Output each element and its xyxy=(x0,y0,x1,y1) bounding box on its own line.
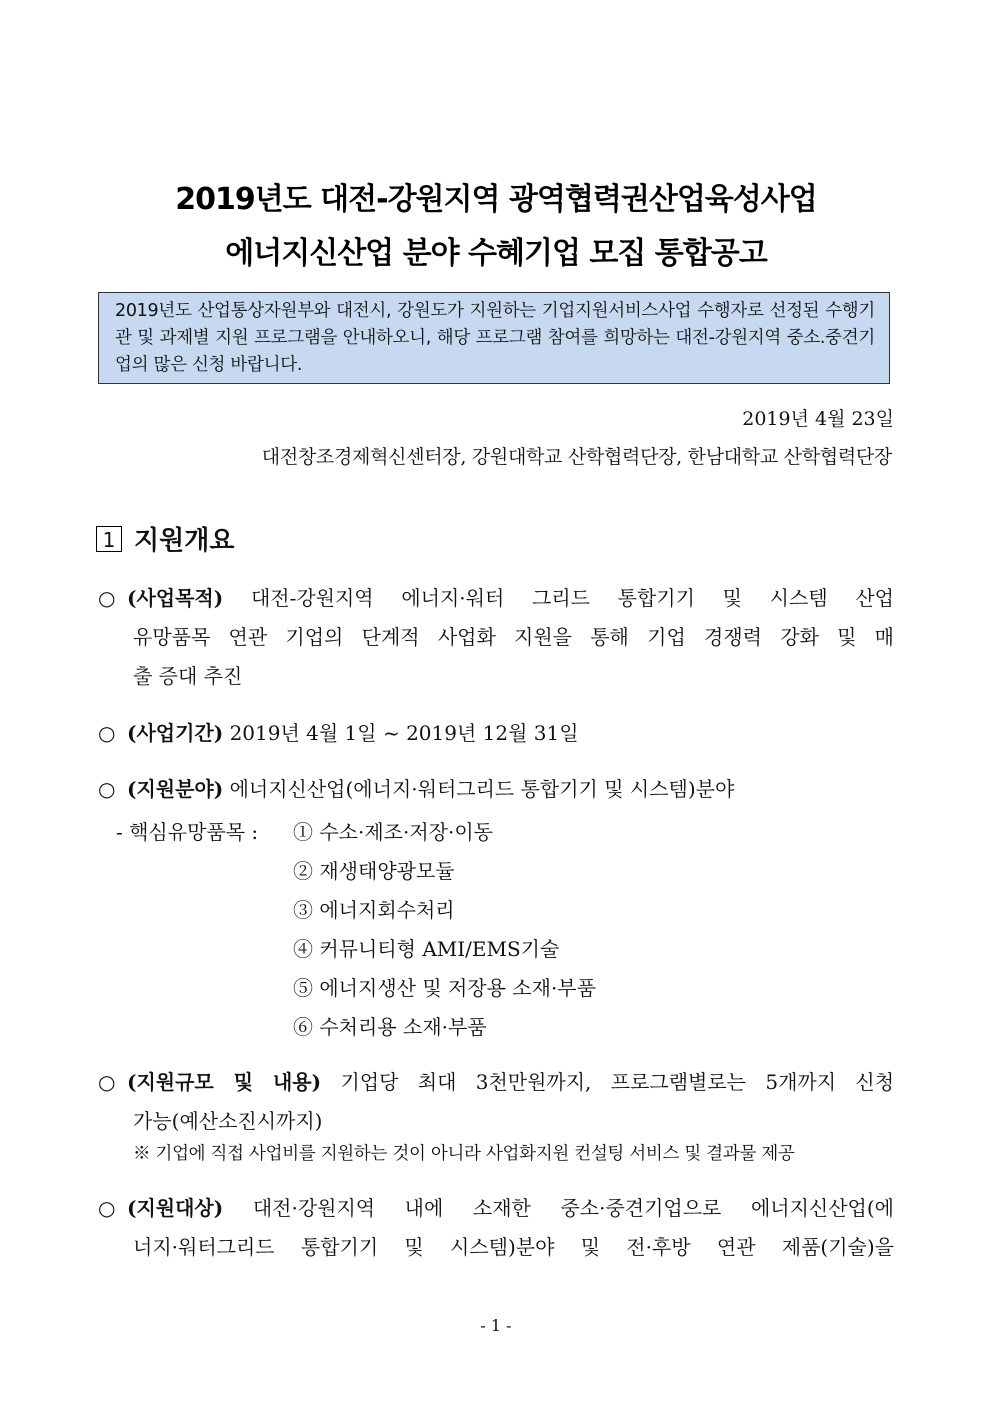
item-target xyxy=(98,1189,894,1267)
product-item: ② 재생태양광모듈 xyxy=(293,859,455,883)
section-number: 1 xyxy=(96,526,122,552)
period-label: (사업기간) xyxy=(127,721,224,745)
period-text: 2019년 4월 1일 ~ 2019년 12월 31일 xyxy=(229,721,579,745)
section-header xyxy=(96,520,234,557)
bullet-icon: ○ xyxy=(98,1070,116,1094)
product-item: ① 수소·제조·저장·이동 xyxy=(293,820,493,844)
product-item: ⑥ 수처리용 소재·부품 xyxy=(293,1015,487,1039)
scale-line1: 기업당 최대 3천만원까지, 프로그램별로는 5개까지 신청 xyxy=(340,1070,895,1094)
scale-note: ※ 기업에 직접 사업비를 지원하는 것이 아니라 사업화지원 컨설팅 서비스 및 결과물 제공 xyxy=(133,1144,795,1164)
target-line1: 대전·강원지역 내에 소재한 중소·중견기업으로 에너지신산업(에 xyxy=(252,1196,894,1220)
purpose-line2: 유망품목 연관 기업의 단계적 사업화 지원을 통해 기업 경쟁력 강화 및 매 xyxy=(133,625,894,649)
field-label: (지원분야) xyxy=(127,777,224,801)
scale-label: (지원규모 및 내용) xyxy=(127,1070,322,1094)
announcement-date: 2019년 4월 23일 xyxy=(742,408,894,430)
section-title: 지원개요 xyxy=(134,526,235,556)
item-field xyxy=(98,770,894,809)
core-products-label: - 핵심유망품목 : xyxy=(116,820,259,844)
purpose-line3: 출 증대 추진 xyxy=(133,664,243,688)
purpose-label: (사업목적) xyxy=(127,586,224,610)
document-title-line1: 2019년도 대전-강원지역 광역협력권산업육성사업 xyxy=(175,182,817,217)
target-label: (지원대상) xyxy=(127,1196,224,1220)
product-item: ③ 에너지회수처리 xyxy=(293,898,455,922)
product-item: ⑤ 에너지생산 및 저장용 소재·부품 xyxy=(293,976,596,1000)
item-scale xyxy=(98,1063,894,1141)
bullet-icon: ○ xyxy=(98,586,116,610)
notice-box: 2019년도 산업통상자원부와 대전시, 강원도가 지원하는 기업지원서비스사업 수행자로 선정된 수행기관 및 과제별 지원 프로그램을 안내하오니, 해당 프로그램 참여를 희망하는 대전-강원지역 중소.중견기업의 많은 신청 바랍니다. xyxy=(98,292,890,384)
bullet-icon: ○ xyxy=(98,721,116,745)
purpose-line1: 대전-강원지역 에너지·워터 그리드 통합기기 및 시스템 산업 xyxy=(250,586,894,610)
item-period xyxy=(98,714,894,753)
target-line2: 너지·워터그리드 통합기기 및 시스템)분야 및 전·후방 연관 제품(기술)을 xyxy=(133,1235,894,1259)
document-title-line2: 에너지신산업 분야 수혜기업 모집 통합공고 xyxy=(225,236,767,271)
bullet-icon: ○ xyxy=(98,1196,116,1220)
page-number: - 1 - xyxy=(480,1316,512,1335)
product-item: ④ 커뮤니티형 AMI/EMS기술 xyxy=(293,937,560,961)
scale-line2: 가능(예산소진시까지) xyxy=(133,1109,323,1133)
bullet-icon: ○ xyxy=(98,777,116,801)
item-purpose xyxy=(98,579,894,696)
field-text: 에너지신산업(에너지·워터그리드 통합기기 및 시스템)분야 xyxy=(229,777,735,801)
issuer: 대전창조경제혁신센터장, 강원대학교 산학협력단장, 한남대학교 산학협력단장 xyxy=(261,446,892,468)
